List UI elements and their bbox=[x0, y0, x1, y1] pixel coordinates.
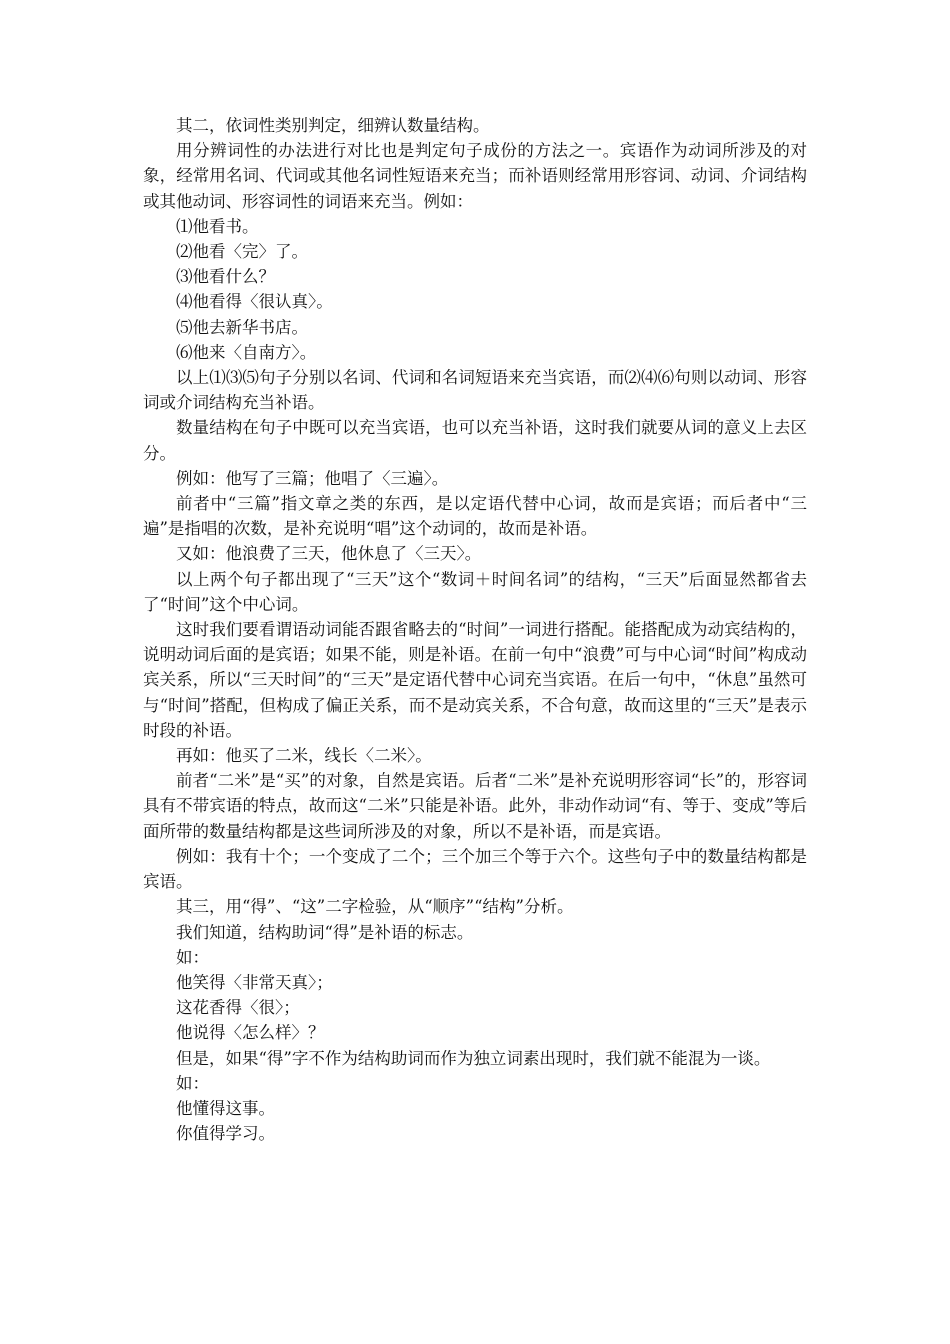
example-sentence: ⑸他去新华书店。 bbox=[176, 317, 308, 337]
example-sentence: ⑵他看〈完〉了。 bbox=[176, 242, 308, 262]
paragraph: 如： bbox=[176, 1073, 209, 1093]
example-sentence: 你值得学习。 bbox=[176, 1124, 275, 1144]
paragraph: 又如：他浪费了三天，他休息了〈三天〉。 bbox=[176, 544, 482, 564]
paragraph: 以上两个句子都出现了“三天”这个“数词＋时间名词”的结构，“三天”后面显然都省去了“时间”这个中心词。 bbox=[143, 569, 807, 614]
example-sentence: 他笑得〈非常天真〉； bbox=[176, 972, 333, 992]
paragraph: 用分辨词性的办法进行对比也是判定句子成份的方法之一。宾语作为动词所涉及的对象，经常用名词、代词或其他名词性短语来充当；而补语则经常用形容词、动词、介词结构或其他动词、形容词性的词语来充当。例如： bbox=[143, 141, 807, 211]
example-sentence: 这花香得〈很〉； bbox=[176, 998, 300, 1018]
paragraph: 我们知道，结构助词“得”是补语的标志。 bbox=[176, 922, 474, 942]
example-sentence: 他懂得这事。 bbox=[176, 1098, 275, 1118]
paragraph: 例如：他写了三篇；他唱了〈三遍〉。 bbox=[176, 468, 449, 488]
paragraph: 再如：他买了二米，线长〈二米〉。 bbox=[176, 746, 432, 766]
example-sentence: 他说得〈怎么样〉？ bbox=[176, 1023, 325, 1043]
paragraph: 其二，依词性类别判定，细辨认数量结构。 bbox=[176, 116, 490, 135]
paragraph: 前者中“三篇”指文章之类的东西，是以定语代替中心词，故而是宾语；而后者中“三遍”是指唱的次数，是补充说明“唱”这个动词的，故而是补语。 bbox=[143, 494, 807, 539]
example-sentence: ⑶他看什么？ bbox=[176, 267, 275, 287]
example-sentence: ⑹他来〈自南方〉。 bbox=[176, 342, 317, 362]
paragraph: 数量结构在句子中既可以充当宾语，也可以充当补语，这时我们就要从词的意义上去区分。 bbox=[143, 418, 807, 463]
paragraph: 这时我们要看谓语动词能否跟省略去的“时间”一词进行搭配。能搭配成为动宾结构的，说明动词后面的是宾语；如果不能，则是补语。在前一句中“浪费”可与中心词“时间”构成动宾关系，所以“三天时间”的“三天”是定语代替中心词充当宾语。在后一句中，“休息”虽然可与“时间”搭配，但构成了偏正关系，而不是动宾关系，不合句意，故而这里的“三天”是表示时段的补语。 bbox=[143, 620, 807, 740]
paragraph: 例如：我有十个；一个变成了二个；三个加三个等于六个。这些句子中的数量结构都是宾语。 bbox=[143, 846, 807, 892]
paragraph: 以上⑴⑶⑸句子分别以名词、代词和名词短语来充当宾语，而⑵⑷⑹句则以动词、形容词或介词结构充当补语。 bbox=[143, 368, 807, 413]
example-sentence: ⑷他看得〈很认真〉。 bbox=[176, 292, 333, 312]
document-body bbox=[143, 113, 807, 1146]
paragraph: 但是，如果“得”字不作为结构助词而作为独立词素出现时，我们就不能混为一谈。 bbox=[176, 1048, 771, 1068]
example-sentence: ⑴他看书。 bbox=[176, 216, 259, 236]
paragraph: 如： bbox=[176, 947, 209, 967]
paragraph: 前者“二米”是“买”的对象，自然是宾语。后者“二米”是补充说明形容词“长”的，形容词具有不带宾语的特点，故而这“二米”只能是补语。此外，非动作动词“有、等于、变成”等后面所带的数量结构都是这些词所涉及的对象，所以不是补语，而是宾语。 bbox=[143, 771, 807, 841]
paragraph: 其三，用“得”、“这”二字检验，从“顺序”“结构”分析。 bbox=[176, 897, 574, 917]
